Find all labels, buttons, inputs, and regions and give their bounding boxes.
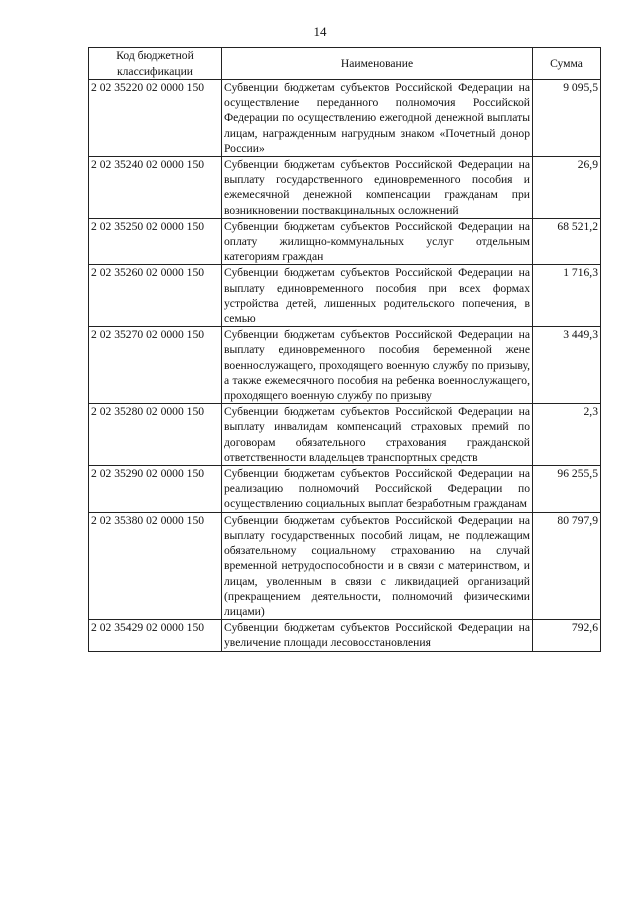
row-code: 2 02 35280 02 0000 150 <box>89 404 222 466</box>
row-sum: 96 255,5 <box>533 466 601 513</box>
table-row <box>89 265 601 327</box>
table-header-row <box>89 48 601 80</box>
row-sum: 792,6 <box>533 620 601 651</box>
row-sum: 26,9 <box>533 157 601 219</box>
row-name: Субвенции бюджетам субъектов Российской Федерации на выплату инвалидам компенсаций страховых премий по договорам обязательного страхования гражданской ответственности владельцев транспортных средств <box>222 404 533 466</box>
row-code: 2 02 35260 02 0000 150 <box>89 265 222 327</box>
row-name: Субвенции бюджетам субъектов Российской Федерации на реализацию полномочий Российской Федерации по осуществлению социальных выплат безработным гражданам <box>222 466 533 513</box>
row-code: 2 02 35380 02 0000 150 <box>89 512 222 619</box>
table-row <box>89 466 601 513</box>
row-name: Субвенции бюджетам субъектов Российской Федерации на выплату единовременного пособия беременной жене военнослужащего, проходящего военную службу по призыву, а также ежемесячного пособия на ребенка военнослужащего, проходящего военную службу по призыву <box>222 327 533 404</box>
row-name: Субвенции бюджетам субъектов Российской Федерации на выплату государственных пособий лицам, не подлежащим обязательному социальному страхованию на случай временной нетрудоспособности и в связи с материнством, и лицам, уволенным в связи с ликвидацией организаций (прекращением деятельности, полномочий физическими лицами) <box>222 512 533 619</box>
page-number: 14 <box>313 24 327 39</box>
row-code: 2 02 35220 02 0000 150 <box>89 80 222 157</box>
row-sum: 2,3 <box>533 404 601 466</box>
row-name: Субвенции бюджетам субъектов Российской Федерации на выплату государственного единовременного пособия и ежемесячной денежной компенсации гражданам при возникновении поствакцинальных осложнений <box>222 157 533 219</box>
table-row <box>89 404 601 466</box>
row-sum: 3 449,3 <box>533 327 601 404</box>
row-sum: 68 521,2 <box>533 218 601 265</box>
row-code: 2 02 35250 02 0000 150 <box>89 218 222 265</box>
row-code: 2 02 35270 02 0000 150 <box>89 327 222 404</box>
header-code: Код бюджетной классификации <box>89 48 222 80</box>
row-sum: 1 716,3 <box>533 265 601 327</box>
row-name: Субвенции бюджетам субъектов Российской Федерации на выплату единовременного пособия при всех формах устройства детей, лишенных родительского попечения, в семью <box>222 265 533 327</box>
row-name: Субвенции бюджетам субъектов Российской Федерации на увеличение площади лесовосстановления <box>222 620 533 651</box>
table-row <box>89 327 601 404</box>
row-name: Субвенции бюджетам субъектов Российской Федерации на оплату жилищно-коммунальных услуг отдельным категориям граждан <box>222 218 533 265</box>
table-row <box>89 620 601 651</box>
row-code: 2 02 35429 02 0000 150 <box>89 620 222 651</box>
table-row <box>89 218 601 265</box>
table-row <box>89 80 601 157</box>
row-name: Субвенции бюджетам субъектов Российской Федерации на осуществление переданного полномочия Российской Федерации по осуществлению ежегодной денежной выплаты лицам, награжденным нагрудным знаком «Почетный донор России» <box>222 80 533 157</box>
header-name: Наименование <box>222 48 533 80</box>
header-sum: Сумма <box>533 48 601 80</box>
row-code: 2 02 35290 02 0000 150 <box>89 466 222 513</box>
table-row <box>89 512 601 619</box>
row-code: 2 02 35240 02 0000 150 <box>89 157 222 219</box>
budget-table <box>88 47 601 652</box>
row-sum: 9 095,5 <box>533 80 601 157</box>
row-sum: 80 797,9 <box>533 512 601 619</box>
table-row <box>89 157 601 219</box>
